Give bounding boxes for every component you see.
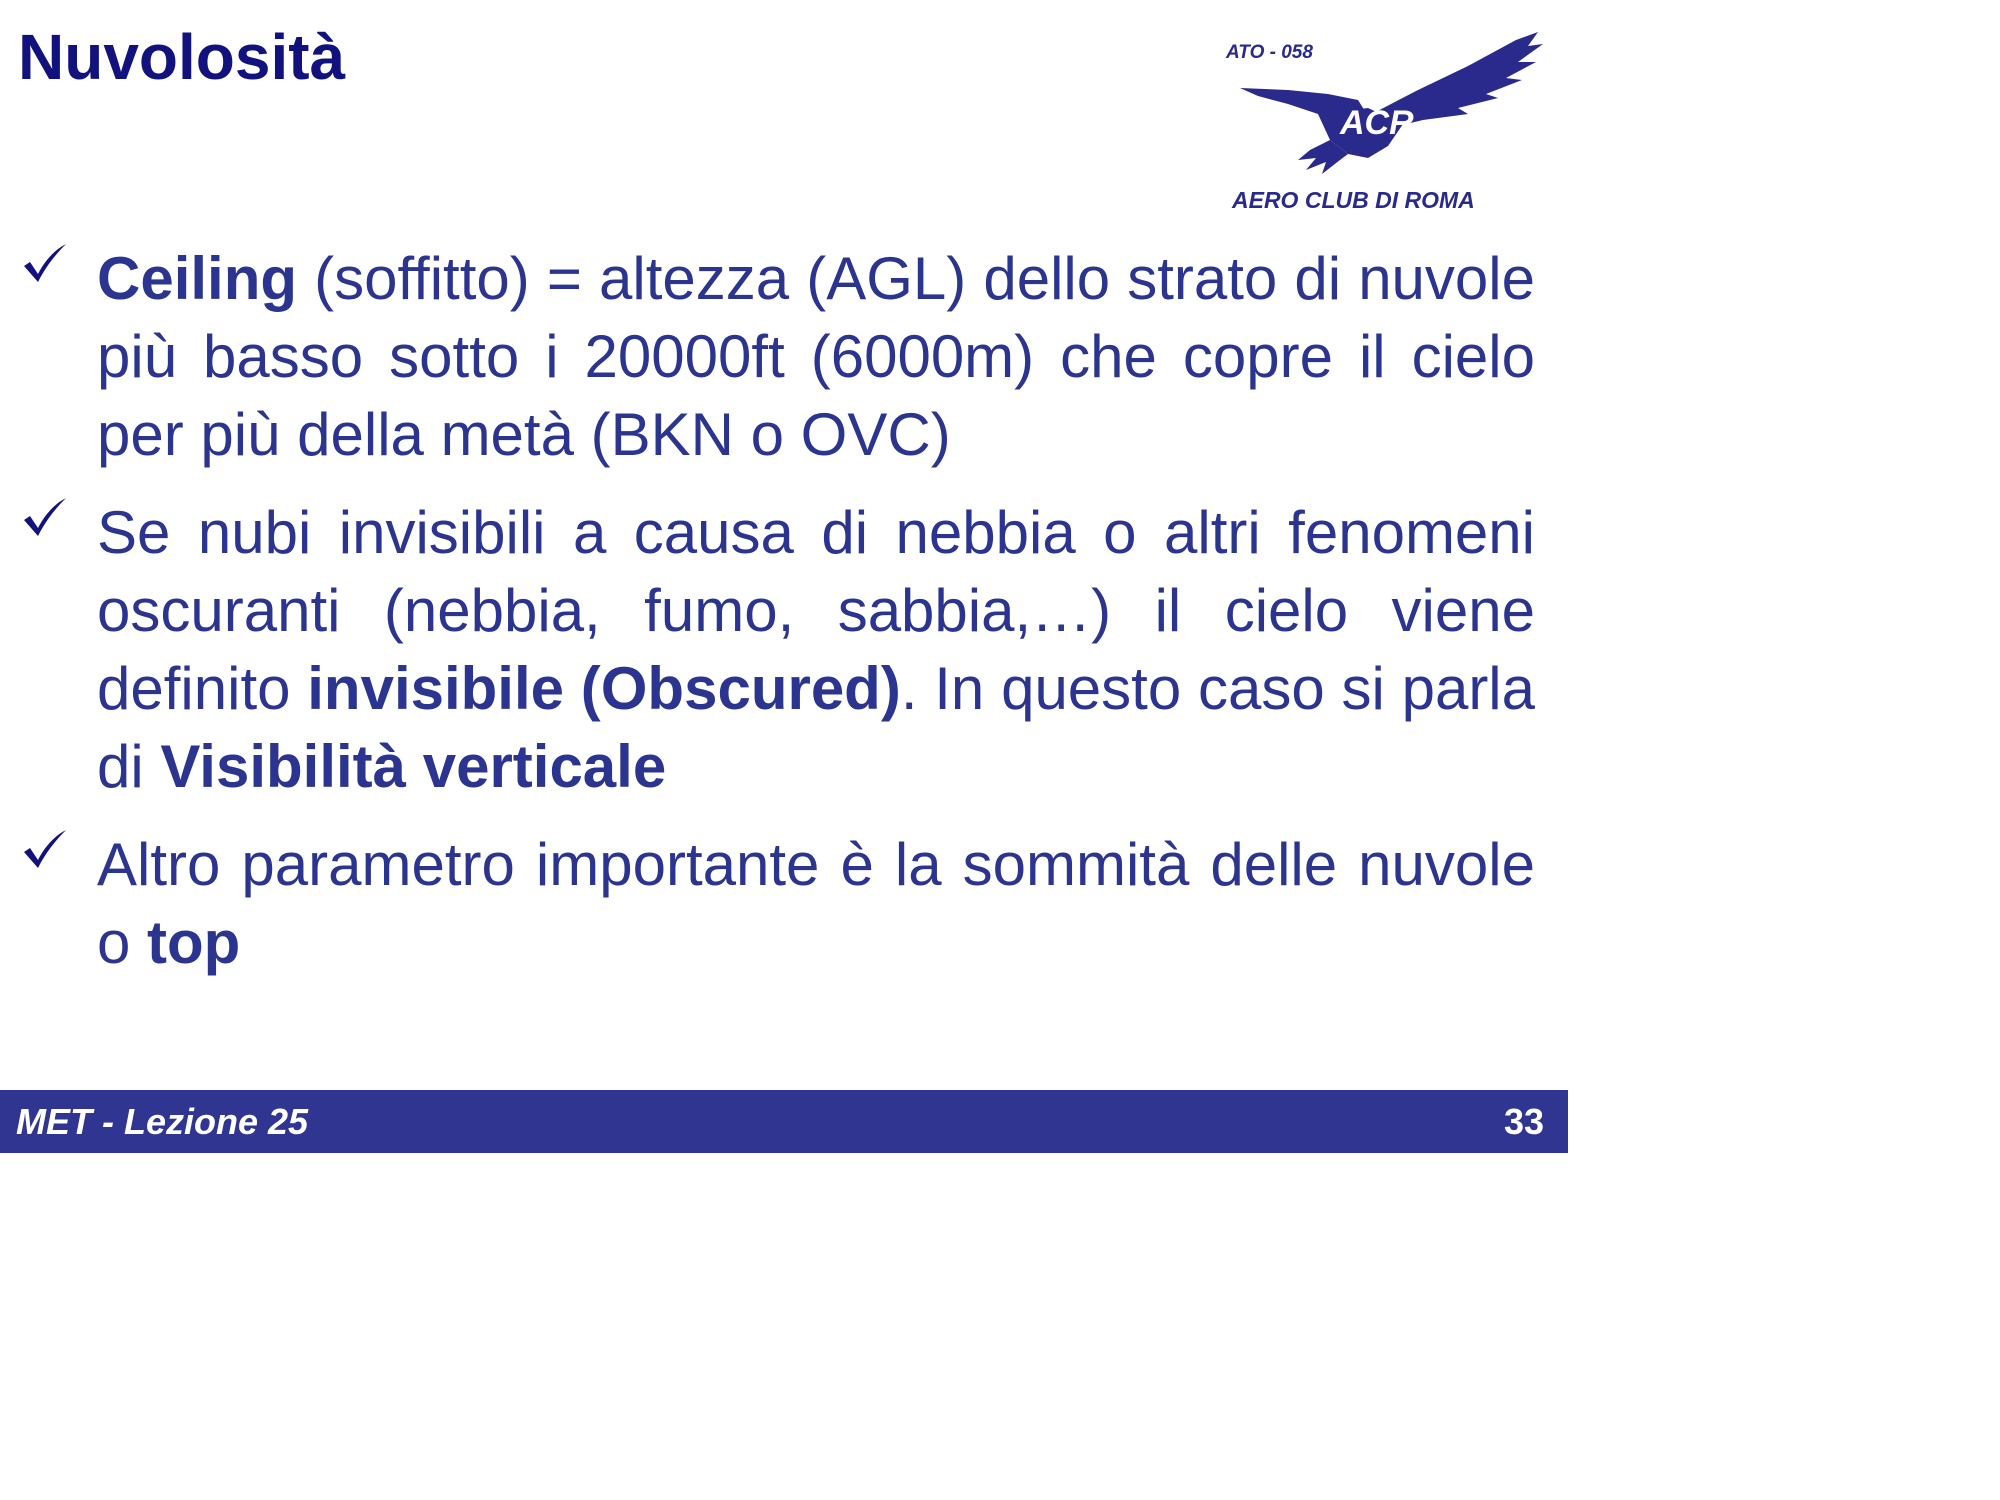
bullet-2-segment-4: Visibilità verticale (160, 733, 667, 800)
checkmark-icon (22, 242, 68, 284)
bullet-2-segment-2: invisibile (Obscured) (307, 655, 901, 722)
bullet-3-segment-1: Altro parametro importante è la sommità delle nuvole o (97, 831, 1535, 976)
slide-title: Nuvolosità (18, 21, 346, 93)
logo-top-text: ATO - 058 (1226, 42, 1313, 63)
page-number: 33 (1503, 1101, 1544, 1142)
bullet-3-segment-2: top (147, 909, 241, 976)
bullet-list (0, 240, 1568, 1002)
bullet-text (97, 240, 1535, 474)
logo-mark-text: ACR (1340, 104, 1414, 142)
bullet-item (0, 240, 1568, 474)
bullet-text (97, 494, 1535, 806)
checkmark-icon (22, 496, 68, 538)
logo-bottom-text: AERO CLUB DI ROMA (1232, 187, 1475, 213)
bullet-2-segment-3: . In questo caso si parla di (97, 655, 1535, 800)
bullet-item (0, 494, 1568, 806)
bullet-1-segment-1: Ceiling (97, 245, 298, 312)
bullet-text (97, 826, 1535, 982)
aero-club-logo (1218, 28, 1548, 218)
bullet-1-segment-2: (soffitto) = altezza (AGL) dello strato di nuvole più basso sotto i 20000ft (6000m) che copre il cielo per più della metà (BKN o OVC) (97, 245, 1535, 468)
checkmark-icon (22, 828, 68, 870)
footer-bar (0, 1090, 1568, 1153)
bullet-2-segment-1: Se nubi invisibili a causa di nebbia o altri fenomeni oscuranti (nebbia, fumo, sabbia,…) il cielo viene definito (97, 499, 1535, 722)
lesson-label: MET - Lezione 25 (16, 1101, 309, 1142)
bullet-item (0, 826, 1568, 982)
